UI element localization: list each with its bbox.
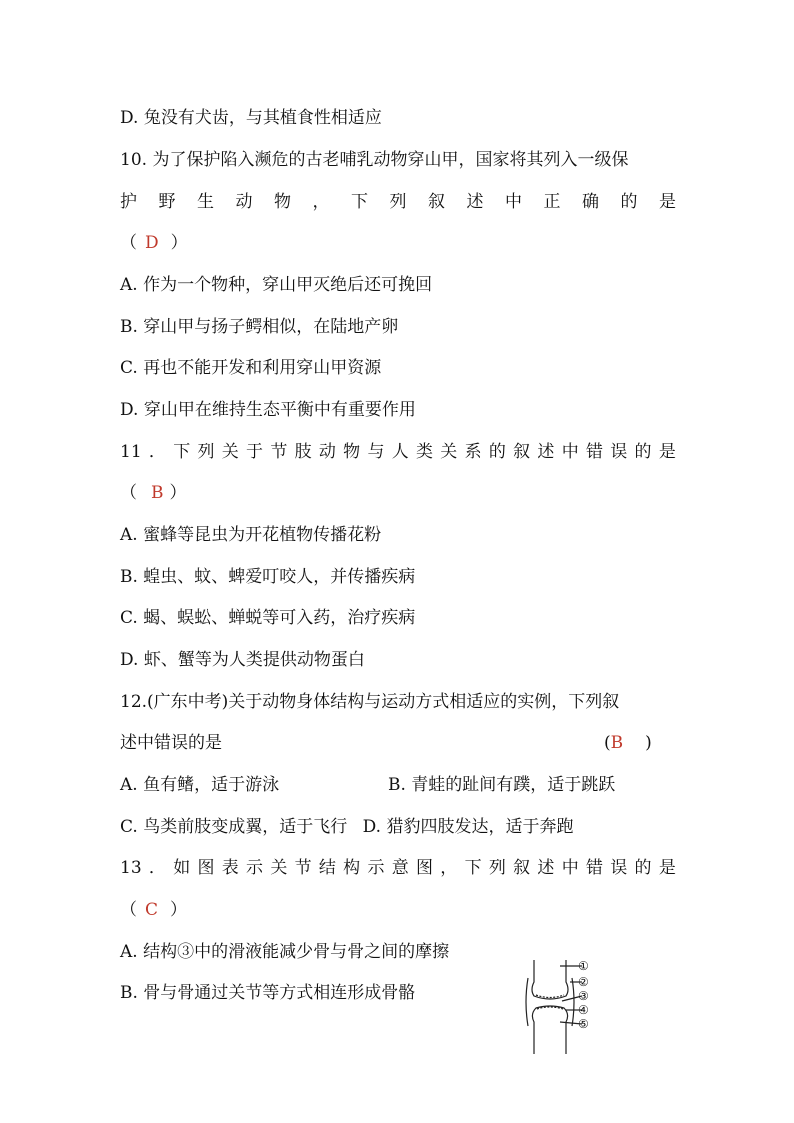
q13-char: 示 bbox=[367, 858, 385, 878]
q11-char: 系 bbox=[464, 442, 482, 462]
q13-char: 图 bbox=[416, 858, 434, 878]
joint-structure-diagram bbox=[520, 960, 600, 1054]
q11-char: 列 bbox=[197, 442, 215, 462]
q13-char: 结 bbox=[318, 858, 336, 878]
q12-stem-line1: 12.(广东中考)关于动物身体结构与运动方式相适应的实例，下列叙 bbox=[120, 692, 620, 712]
q12-stem-line2 bbox=[120, 733, 676, 753]
q10-char: 确 bbox=[582, 192, 599, 212]
q13-char: 意 bbox=[391, 858, 409, 878]
q11-stem bbox=[120, 442, 676, 462]
q9-option-d: D. 兔没有犬齿，与其植食性相适应 bbox=[120, 108, 382, 128]
q13-option-a: A. 结构③中的滑液能减少骨与骨之间的摩擦 bbox=[120, 942, 450, 962]
q12-stem-text: 述中错误的是 bbox=[120, 733, 222, 753]
q10-option-b: B. 穿山甲与扬子鳄相似，在陆地产卵 bbox=[120, 317, 399, 337]
q13-answer: （ C ） bbox=[120, 900, 188, 920]
q10-stem-line2 bbox=[120, 192, 676, 212]
q11-char: 11 bbox=[120, 442, 142, 462]
q12-answer-letter: B bbox=[610, 733, 624, 753]
q10-char: 野 bbox=[158, 192, 176, 212]
q13-char: 构 bbox=[343, 858, 361, 878]
q11-option-d: D. 虾、蟹等为人类提供动物蛋白 bbox=[120, 650, 365, 670]
q10-answer: （ D ） bbox=[120, 233, 188, 253]
q11-char: 于 bbox=[246, 442, 264, 462]
q11-char: 误 bbox=[610, 442, 628, 462]
q13-char: 关 bbox=[270, 858, 288, 878]
diagram-label-1: ① bbox=[578, 959, 589, 973]
q10-char: 动 bbox=[235, 192, 253, 212]
q10-char: 护 bbox=[120, 192, 137, 212]
diagram-label-3: ③ bbox=[578, 989, 589, 1003]
q11-char: 关 bbox=[221, 442, 239, 462]
q13-char: 表 bbox=[221, 858, 239, 878]
q10-answer-letter: D bbox=[145, 233, 159, 253]
q10-option-a: A. 作为一个物种，穿山甲灭绝后还可挽回 bbox=[120, 275, 433, 295]
q11-char: ． bbox=[148, 442, 166, 462]
q11-char: 是 bbox=[658, 442, 676, 462]
q11-char: 肢 bbox=[294, 442, 312, 462]
q10-option-c: C. 再也不能开发和利用穿山甲资源 bbox=[120, 358, 382, 378]
q11-option-b: B. 蝗虫、蚊、蜱爱叮咬人，并传播疾病 bbox=[120, 567, 416, 587]
q13-char: 误 bbox=[610, 858, 628, 878]
q13-char: 是 bbox=[658, 858, 676, 878]
q11-char: 的 bbox=[634, 442, 652, 462]
q12-answer: (B ) bbox=[604, 733, 652, 753]
q12-option-a: A. 鱼有鳍，适于游泳 bbox=[120, 775, 280, 795]
q10-char: 叙 bbox=[428, 192, 445, 212]
q11-char: 物 bbox=[343, 442, 361, 462]
q13-char: 如 bbox=[173, 858, 191, 878]
q13-char: 下 bbox=[464, 858, 482, 878]
q12-options-row1 bbox=[120, 775, 676, 795]
q11-char: 类 bbox=[416, 442, 434, 462]
q13-char: 叙 bbox=[513, 858, 531, 878]
q11-char: 错 bbox=[585, 442, 603, 462]
q13-char: 13 bbox=[120, 858, 142, 878]
q11-char: 与 bbox=[367, 442, 385, 462]
q11-char: 关 bbox=[440, 442, 458, 462]
q13-char: 图 bbox=[197, 858, 215, 878]
q13-answer-letter: C bbox=[145, 900, 159, 920]
q10-char: 中 bbox=[505, 192, 522, 212]
q11-answer: （ B ） bbox=[120, 483, 187, 503]
q13-char: 述 bbox=[537, 858, 555, 878]
diagram-label-5: ⑤ bbox=[578, 1017, 589, 1031]
q11-char: 节 bbox=[270, 442, 288, 462]
q10-char: 是 bbox=[659, 192, 676, 212]
q10-char: 正 bbox=[543, 192, 561, 212]
q12-option-c: C. 鸟类前肢变成翼，适于飞行 bbox=[120, 817, 348, 837]
q10-char: 物 bbox=[274, 192, 291, 212]
q13-char: 示 bbox=[246, 858, 264, 878]
q11-option-a: A. 蜜蜂等昆虫为开花植物传播花粉 bbox=[120, 525, 382, 545]
q11-char: 动 bbox=[318, 442, 336, 462]
q11-option-c: C. 蝎、蜈蚣、蝉蜕等可入药，治疗疾病 bbox=[120, 608, 416, 628]
diagram-label-2: ② bbox=[578, 975, 589, 989]
q10-option-d: D. 穿山甲在维持生态平衡中有重要作用 bbox=[120, 400, 416, 420]
q13-char: ， bbox=[440, 858, 458, 878]
q12-option-d: D. 猎豹四肢发达，适于奔跑 bbox=[362, 817, 574, 837]
q10-char: 述 bbox=[466, 192, 484, 212]
q13-stem bbox=[120, 858, 676, 878]
q11-char: 的 bbox=[488, 442, 506, 462]
q13-option-b: B. 骨与骨通过关节等方式相连形成骨骼 bbox=[120, 983, 416, 1003]
q11-char: 中 bbox=[561, 442, 579, 462]
q13-char: 列 bbox=[488, 858, 506, 878]
q11-char: 述 bbox=[537, 442, 555, 462]
q13-char: 节 bbox=[294, 858, 312, 878]
diagram-label-4: ④ bbox=[578, 1003, 589, 1017]
q11-char: 叙 bbox=[513, 442, 531, 462]
q10-char: 列 bbox=[389, 192, 407, 212]
q13-char: 的 bbox=[634, 858, 652, 878]
q10-char: 下 bbox=[351, 192, 368, 212]
q10-char: ， bbox=[312, 192, 330, 212]
q11-answer-letter: B bbox=[151, 483, 164, 503]
q12-option-b: B. 青蛙的趾间有蹼，适于跳跃 bbox=[388, 775, 616, 795]
q10-char: 的 bbox=[620, 192, 638, 212]
q11-char: 下 bbox=[173, 442, 191, 462]
q11-char: 人 bbox=[391, 442, 409, 462]
q12-options-row2 bbox=[120, 817, 676, 837]
q13-char: ． bbox=[148, 858, 166, 878]
q10-char: 生 bbox=[197, 192, 214, 212]
q10-stem-line1: 10. 为了保护陷入濒危的古老哺乳动物穿山甲，国家将其列入一级保 bbox=[120, 150, 629, 170]
q13-char: 中 bbox=[561, 858, 579, 878]
q13-char: 错 bbox=[585, 858, 603, 878]
